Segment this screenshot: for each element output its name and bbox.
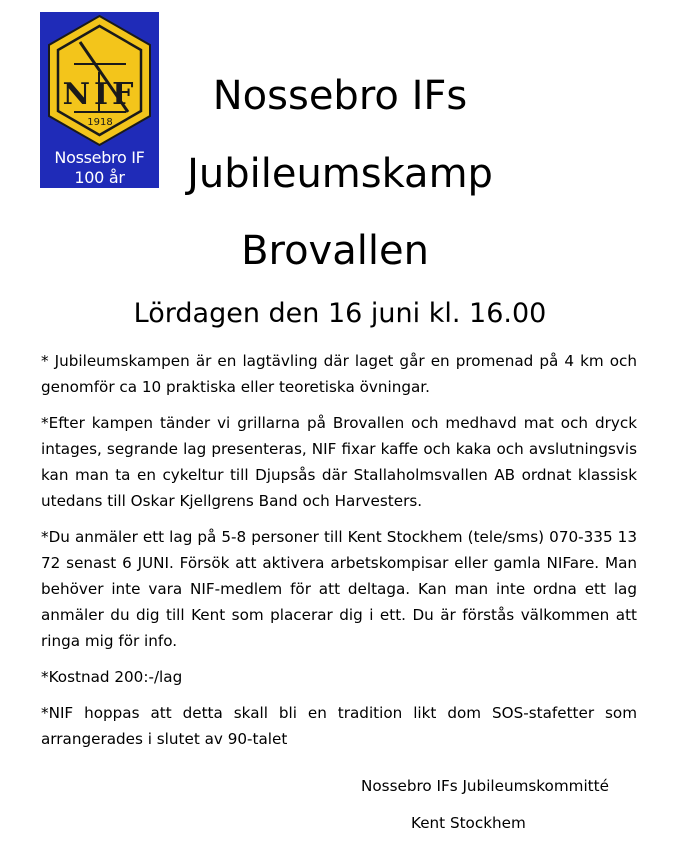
signature-name: Kent Stockhem [411, 814, 526, 832]
paragraph-tradition: *NIF hoppas att detta skall bli en tradition likt dom SOS-stafetter som arrangerades i slutet av 90-talet [41, 704, 637, 748]
emblem-year: 1918 [87, 117, 113, 128]
logo-caption-years: 100 år [74, 168, 125, 187]
title-line-venue: Brovallen [241, 228, 429, 274]
title-line-event: Jubileumskamp [187, 151, 493, 197]
body-text [41, 348, 637, 762]
event-date: Lördagen den 16 juni kl. 16.00 [133, 298, 547, 329]
signature-committee: Nossebro IFs Jubileumskommitté [361, 777, 609, 795]
emblem-letters: NIF [62, 77, 138, 112]
title-line-club: Nossebro IFs [212, 73, 468, 119]
paragraph-after-event: *Efter kampen tänder vi grillarna på Brovallen och medhavd mat och dryck intages, segrande lag presenteras, NIF fixar kaffe och kaka och avslutningsvis kan man ta en cykeltur till Djupsås där Stallaholmsvallen AB ordnat klassisk utedans till Oskar Kjellgrens Band och Harvesters. [41, 414, 637, 510]
paragraph-cost: *Kostnad 200:-/lag [41, 668, 183, 686]
logo-caption-name: Nossebro IF [54, 148, 145, 167]
paragraph-registration: *Du anmäler ett lag på 5-8 personer till Kent Stockhem (tele/sms) 070-335 13 72 senast 6 JUNI. Försök att aktivera arbetskompisar eller gamla NIFare. Man behöver inte vara NIF-medlem för att deltaga. Kan man inte ordna ett lag anmäler du dig till Kent som placerar dig i ett. Du är förstås välkommen att ringa mig för info. [41, 528, 637, 650]
paragraph-description: * Jubileumskampen är en lagtävling där laget går en promenad på 4 km och genomför ca 10 praktiska eller teoretiska övningar. [41, 352, 637, 396]
